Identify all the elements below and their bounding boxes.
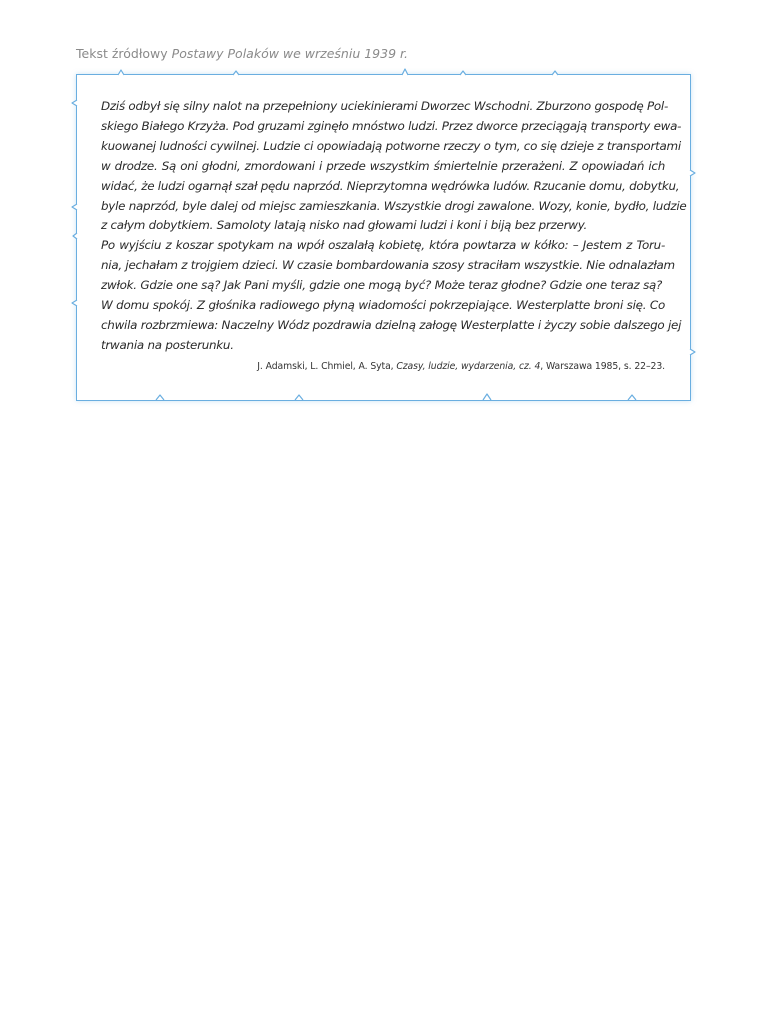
citation-publication: , Warszawa 1985, s. 22–23. [540, 361, 665, 372]
quote-line: byle naprzód, byle dalej od miejsc zamieszkania. Wszystkie drogi zawalone. Wozy, konie, bydło, ludzie [101, 198, 687, 213]
quote-line: kuowanej ludności cywilnej. Ludzie ci opowiadają potworne rzeczy o tym, co się dzieje z transportami [101, 138, 681, 153]
quote-line: widać, że ludzi ogarnął szał pędu naprzód. Nieprzytomna wędrówka ludów. Rzucanie domu, dobytku, [101, 178, 680, 193]
source-heading [76, 46, 408, 61]
source-citation [257, 361, 665, 372]
quote-line: Po wyjściu z koszar spotykam na wpół oszalałą kobietę, która powtarza w kółko: – Jestem z Toru- [101, 238, 665, 253]
quote-line: zwłok. Gdzie one są? Jak Pani myśli, gdzie one mogą być? Może teraz głodne? Gdzie one teraz są? [101, 278, 663, 293]
quote-line: nia, jechałam z trojgiem dzieci. W czasie bombardowania szosy straciłam wszystkie. Nie odnalazłam [101, 258, 675, 273]
source-heading-title: Postawy Polaków we wrześniu 1939 r. [171, 46, 408, 61]
citation-authors: J. Adamski, L. Chmiel, A. Syta, [257, 361, 394, 372]
source-heading-prefix: Tekst źródłowy [76, 46, 168, 61]
quote-line: chwila rozbrzmiewa: Naczelny Wódz pozdrawia dzielną załogę Westerplatte i życzy sobie dalszego jej [101, 317, 682, 332]
quote-line: trwania na posterunku. [101, 337, 234, 352]
source-quote [101, 97, 687, 356]
quote-line: W domu spokój. Z głośnika radiowego płyną wiadomości pokrzepiające. Westerplatte broni się. Co [101, 298, 665, 313]
quote-line: w drodze. Są oni głodni, zmordowani i przede wszystkim śmiertelnie przerażeni. Z opowiadań ich [101, 158, 665, 173]
quote-line: Dziś odbył się silny nalot na przepełniony uciekinierami Dworzec Wschodni. Zburzono gospodę Pol- [101, 99, 669, 113]
quote-line: z całym dobytkiem. Samoloty latają nisko nad głowami ludzi i koni i biją bez przerwy. [101, 218, 588, 233]
citation-title: Czasy, ludzie, wydarzenia, cz. 4 [396, 361, 541, 372]
quote-line: skiego Białego Krzyża. Pod gruzami zginęło mnóstwo ludzi. Przez dworce przeciągają transporty ewa- [101, 118, 682, 133]
